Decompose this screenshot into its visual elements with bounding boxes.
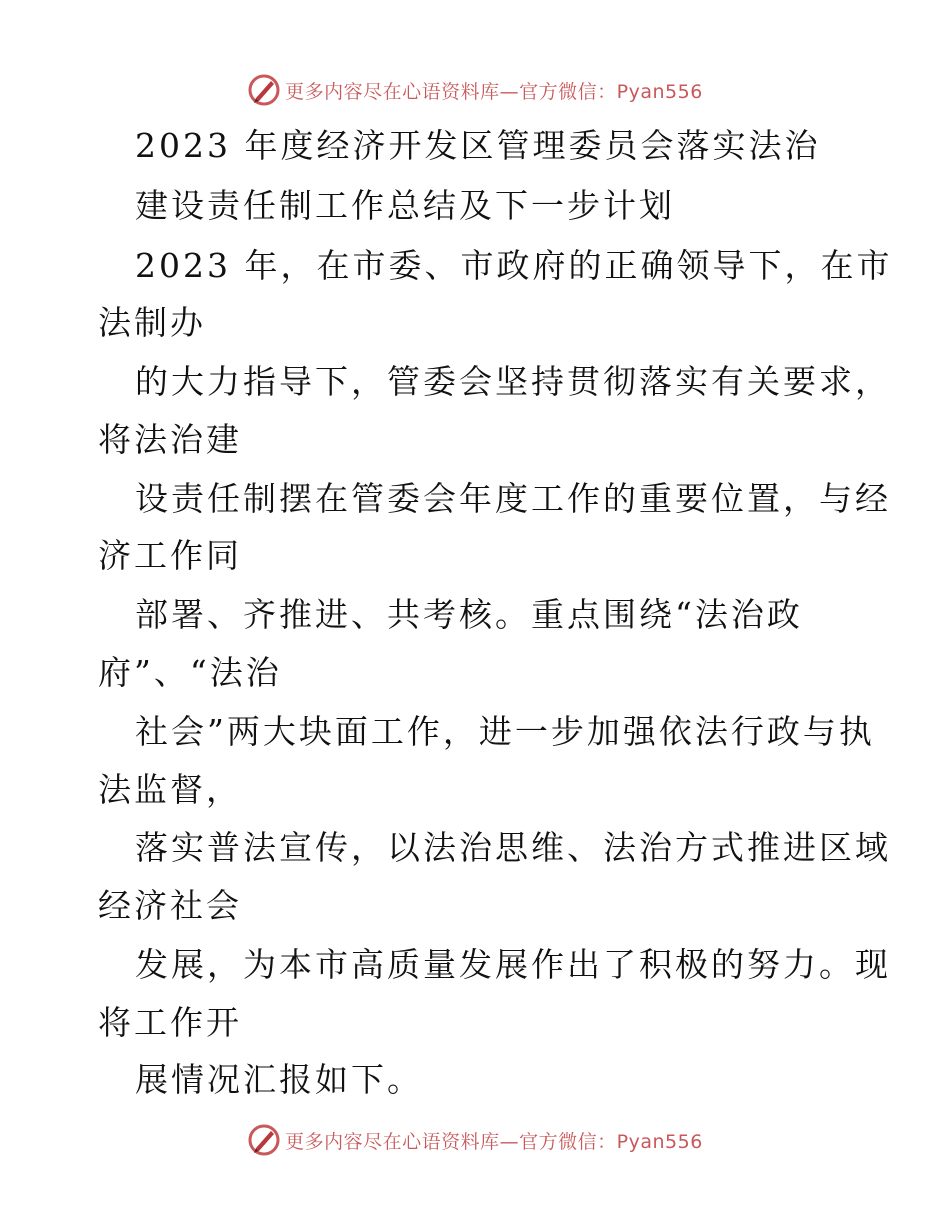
- paragraph-line: 展情况汇报如下。: [135, 1060, 423, 1099]
- paragraph-line: 的大力指导下，管委会坚持贯彻落实有关要求，: [135, 362, 891, 401]
- watermark-text: 更多内容尽在心语资料库—官方微信：Pyan556: [285, 1130, 703, 1153]
- paragraph-line: 法制办: [98, 303, 206, 342]
- paragraph-line: 部署、齐推进、共考核。重点围绕“法治政: [135, 595, 803, 634]
- header-watermark-banner: [0, 70, 950, 110]
- paragraph-line: 设责任制摆在管委会年度工作的重要位置，与经: [135, 479, 891, 518]
- paragraph-line: 府”、“法治: [98, 653, 282, 692]
- paragraph-line: 社会”两大块面工作，进一步加强依法行政与执: [135, 712, 875, 751]
- paragraph-line: 发展，为本市高质量发展作出了积极的努力。现: [135, 945, 891, 984]
- paragraph-line: 法监督，: [98, 770, 242, 809]
- paragraph-line: 落实普法宣传，以法治思维、法治方式推进区域: [135, 828, 891, 867]
- paragraph-line: 济工作同: [98, 536, 242, 575]
- watermark-text: 更多内容尽在心语资料库—官方微信：Pyan556: [285, 80, 703, 103]
- paragraph-line: 将工作开: [98, 1003, 242, 1042]
- document-title-line-2: 建设责任制工作总结及下一步计划: [135, 186, 675, 225]
- paragraph-line: 经济社会: [98, 886, 242, 925]
- footer-watermark-banner: [0, 1120, 950, 1160]
- paragraph-line: 将法治建: [98, 420, 242, 459]
- document-title-line-1: 2023 年度经济开发区管理委员会落实法治: [135, 126, 821, 165]
- paragraph-line: 2023 年，在市委、市政府的正确领导下，在市: [135, 246, 893, 285]
- pen-logo-icon: [247, 1123, 281, 1157]
- pen-logo-icon: [247, 73, 281, 107]
